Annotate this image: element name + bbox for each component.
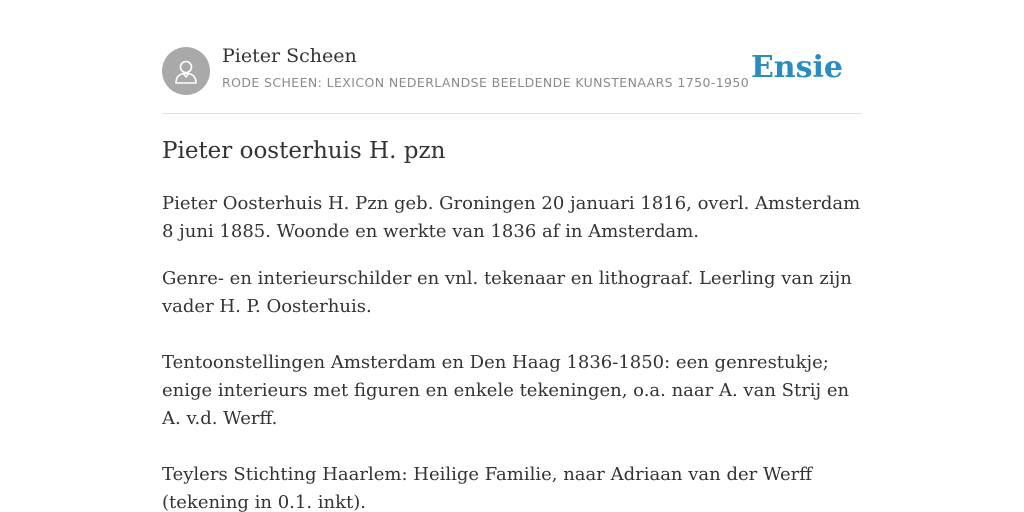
author-avatar[interactable]	[162, 47, 210, 95]
paragraph-biography: Pieter Oosterhuis H. Pzn geb. Groningen 20 januari 1816, overl. Amsterdam 8 juni 1885. Woonde en werkte van 1836 af in Amsterdam.	[162, 193, 861, 242]
paragraph-exhibitions: Tentoonstellingen Amsterdam en Den Haag 1836-1850: een genrestukje; enige interieurs met figuren en enkele tekeningen, o.a. naar A. van Strij en A. v.d. Werff.	[162, 352, 850, 429]
author-name[interactable]: Pieter Scheen	[222, 45, 357, 67]
line-break	[162, 321, 862, 349]
line-break	[162, 433, 862, 461]
paragraph-training: Genre- en interieurschilder en vnl. tekenaar en lithograaf. Leerling van zijn vader H. P. Oosterhuis.	[162, 268, 852, 317]
content-container	[162, 0, 862, 512]
article-title: Pieter oosterhuis H. pzn	[162, 138, 446, 164]
paragraph-collections: Teylers Stichting Haarlem: Heilige Familie, naar Adriaan van der Werff (tekening in 0.1. inkt).	[162, 464, 813, 512]
article-body	[162, 190, 862, 512]
article-header	[162, 0, 862, 114]
user-icon	[172, 57, 200, 85]
ensie-logo[interactable]: Ensie	[750, 50, 843, 85]
source-label[interactable]: RODE SCHEEN: LEXICON NEDERLANDSE BEELDENDE KUNSTENAARS 1750-1950	[222, 75, 750, 90]
